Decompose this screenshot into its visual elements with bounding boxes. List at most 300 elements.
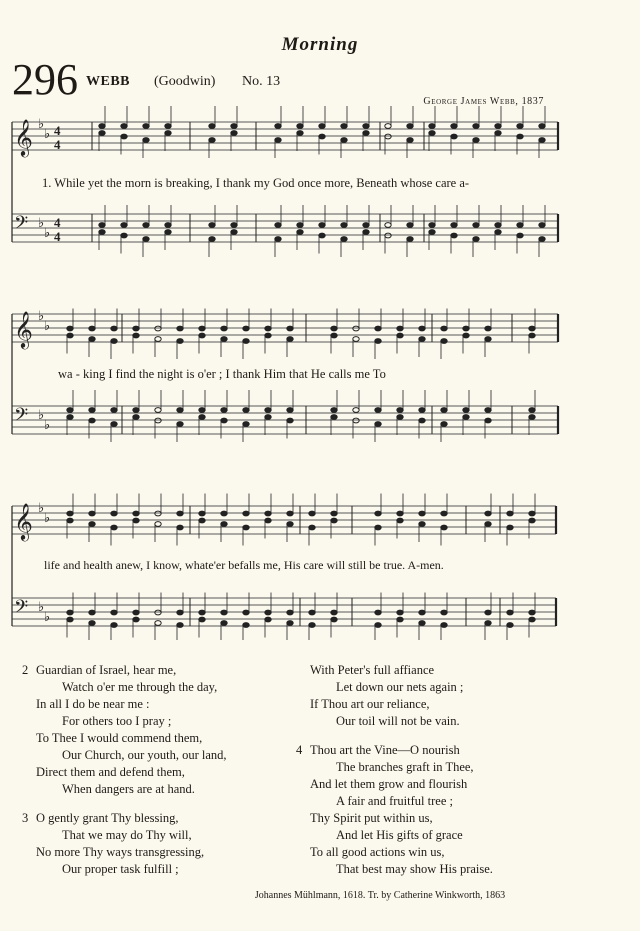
note-head: [231, 230, 237, 235]
note-head: [287, 418, 293, 423]
note-head: [297, 223, 303, 228]
note-head: [353, 408, 359, 413]
note-head: [331, 610, 337, 615]
note-head: [111, 511, 117, 516]
verse-line: [22, 844, 227, 861]
note-head: [209, 138, 215, 143]
note-head: [165, 230, 171, 235]
note-head: [539, 124, 545, 129]
verse-line-text: And let His gifts of grace: [336, 828, 463, 842]
verse-line-text: Guardian of Israel, hear me,: [36, 663, 177, 677]
note-head: [243, 511, 249, 516]
section-title: Morning: [281, 34, 359, 55]
note-head: [397, 415, 403, 420]
verse-line-text: The branches graft in Thee,: [336, 760, 474, 774]
tune-alt-name: (Goodwin): [154, 74, 216, 89]
verse-line: [22, 861, 227, 878]
note-head: [353, 326, 359, 331]
note-head: [517, 233, 523, 238]
note-head: [397, 333, 403, 338]
note-head: [495, 124, 501, 129]
verse-line: [22, 713, 227, 730]
note-head: [529, 511, 535, 516]
note-head: [209, 237, 215, 242]
note-head: [375, 339, 381, 344]
note-head: [463, 415, 469, 420]
note-head: [177, 339, 183, 344]
verse-line: [296, 759, 493, 776]
flat-icon: ♭: [38, 309, 45, 324]
note-head: [155, 408, 161, 413]
note-head: [199, 333, 205, 338]
note-head: [441, 408, 447, 413]
note-head: [155, 337, 161, 342]
note-head: [529, 415, 535, 420]
note-head: [507, 525, 513, 530]
note-head: [287, 522, 293, 527]
note-head: [67, 333, 73, 338]
note-head: [143, 124, 149, 129]
verse-line: [22, 810, 227, 827]
verse-line-text: A fair and fruitful tree ;: [336, 794, 453, 808]
note-head: [407, 237, 413, 242]
note-head: [265, 326, 271, 331]
note-head: [331, 415, 337, 420]
note-head: [265, 617, 271, 622]
note-head: [287, 337, 293, 342]
lyric-line-3: life and health anew, I know, whate'er befalls me, His care will still be true. A-men.: [44, 558, 444, 572]
verse-line-text: Our proper task fulfill ;: [62, 862, 179, 876]
note-head: [309, 525, 315, 530]
note-head: [177, 511, 183, 516]
note-head: [451, 134, 457, 139]
note-head: [297, 131, 303, 136]
note-head: [231, 131, 237, 136]
note-head: [89, 418, 95, 423]
note-head: [67, 617, 73, 622]
note-head: [89, 610, 95, 615]
note-head: [341, 124, 347, 129]
verse-line-text: For others too I pray ;: [62, 714, 172, 728]
note-head: [529, 610, 535, 615]
note-head: [265, 415, 271, 420]
note-head: [463, 408, 469, 413]
flat-icon: ♭: [38, 408, 45, 423]
note-head: [375, 511, 381, 516]
note-head: [385, 223, 391, 228]
note-head: [495, 223, 501, 228]
note-head: [375, 623, 381, 628]
verse-number: 2: [22, 663, 29, 677]
note-head: [397, 511, 403, 516]
note-head: [199, 511, 205, 516]
note-head: [441, 525, 447, 530]
note-head: [133, 326, 139, 331]
note-head: [539, 237, 545, 242]
note-head: [441, 610, 447, 615]
note-head: [243, 610, 249, 615]
note-head: [121, 223, 127, 228]
note-head: [441, 511, 447, 516]
note-head: [143, 138, 149, 143]
note-head: [539, 223, 545, 228]
note-head: [89, 326, 95, 331]
verse-line: [296, 844, 493, 861]
note-head: [419, 511, 425, 516]
note-head: [517, 223, 523, 228]
note-head: [143, 223, 149, 228]
verses-left-column: [22, 662, 227, 878]
verse-line: [22, 781, 227, 798]
hymn-number: 296: [12, 55, 78, 104]
time-signature: 4: [54, 123, 61, 138]
treble-clef-icon: 𝄞: [14, 502, 33, 540]
note-head: [529, 518, 535, 523]
note-head: [155, 326, 161, 331]
note-head: [121, 233, 127, 238]
note-head: [177, 422, 183, 427]
note-head: [507, 511, 513, 516]
note-head: [111, 408, 117, 413]
note-head: [473, 138, 479, 143]
treble-clef-icon: 𝄞: [14, 310, 33, 348]
note-head: [111, 422, 117, 427]
time-signature: 4: [54, 215, 61, 230]
flat-icon: ♭: [44, 319, 51, 334]
note-head: [111, 339, 117, 344]
note-head: [265, 511, 271, 516]
note-head: [507, 610, 513, 615]
note-head: [221, 337, 227, 342]
note-head: [331, 518, 337, 523]
note-head: [319, 124, 325, 129]
verse-line-text: O gently grant Thy blessing,: [36, 811, 179, 825]
note-head: [177, 610, 183, 615]
note-head: [221, 418, 227, 423]
note-head: [155, 621, 161, 626]
verse-line: [296, 742, 493, 759]
flat-icon: ♭: [38, 117, 45, 132]
verse-line-text: If Thou art our reliance,: [310, 697, 430, 711]
note-head: [287, 621, 293, 626]
note-head: [89, 621, 95, 626]
note-head: [363, 131, 369, 136]
verse-line: [296, 776, 493, 793]
stanza-gap: [296, 730, 493, 742]
note-head: [441, 422, 447, 427]
note-head: [363, 230, 369, 235]
verse-line-text: In all I do be near me :: [36, 697, 150, 711]
note-head: [155, 418, 161, 423]
note-head: [375, 326, 381, 331]
note-head: [353, 418, 359, 423]
note-head: [485, 610, 491, 615]
verse-line: [22, 827, 227, 844]
note-head: [529, 408, 535, 413]
note-head: [309, 623, 315, 628]
note-head: [331, 408, 337, 413]
note-head: [133, 617, 139, 622]
note-head: [67, 408, 73, 413]
verse-number: 4: [296, 743, 303, 757]
note-head: [275, 223, 281, 228]
note-head: [385, 233, 391, 238]
note-head: [287, 326, 293, 331]
time-signature: 4: [54, 137, 61, 152]
note-head: [363, 124, 369, 129]
note-head: [243, 339, 249, 344]
note-head: [177, 408, 183, 413]
verse-line-text: That we may do Thy will,: [62, 828, 192, 842]
note-head: [473, 237, 479, 242]
note-head: [231, 124, 237, 129]
flat-icon: ♭: [44, 511, 51, 526]
note-head: [99, 131, 105, 136]
verse-line: [22, 679, 227, 696]
note-head: [319, 233, 325, 238]
note-head: [451, 223, 457, 228]
note-head: [397, 326, 403, 331]
composer: George James Webb, 1837: [423, 96, 544, 107]
note-head: [429, 131, 435, 136]
note-head: [485, 621, 491, 626]
flat-icon: ♭: [38, 216, 45, 231]
note-head: [121, 134, 127, 139]
note-head: [407, 138, 413, 143]
note-head: [507, 623, 513, 628]
note-head: [67, 511, 73, 516]
note-head: [199, 617, 205, 622]
note-head: [111, 610, 117, 615]
note-head: [67, 518, 73, 523]
flat-icon: ♭: [44, 226, 51, 241]
verse-line-text: Let down our nets again ;: [336, 680, 464, 694]
note-head: [287, 610, 293, 615]
note-head: [89, 522, 95, 527]
note-head: [429, 124, 435, 129]
note-head: [243, 623, 249, 628]
note-head: [419, 621, 425, 626]
note-head: [419, 522, 425, 527]
note-head: [221, 408, 227, 413]
verse-line: [296, 810, 493, 827]
note-head: [397, 610, 403, 615]
tune-name: WEBB: [86, 74, 131, 89]
note-head: [265, 610, 271, 615]
verse-number: 3: [22, 811, 29, 825]
verse-line-text: That best may show His praise.: [336, 862, 493, 876]
note-head: [89, 408, 95, 413]
stanza-gap: [22, 798, 227, 810]
note-head: [463, 333, 469, 338]
note-head: [429, 223, 435, 228]
note-head: [99, 124, 105, 129]
note-head: [177, 623, 183, 628]
verse-line: [22, 696, 227, 713]
note-head: [485, 418, 491, 423]
verse-line-text: Thy Spirit put within us,: [310, 811, 433, 825]
note-head: [221, 511, 227, 516]
lyric-line-2: wa - king I find the night is o'er ; I thank Him that He calls me To: [58, 367, 386, 381]
flat-icon: ♭: [44, 610, 51, 625]
note-head: [385, 124, 391, 129]
note-head: [89, 337, 95, 342]
note-head: [375, 525, 381, 530]
note-head: [341, 223, 347, 228]
note-head: [309, 610, 315, 615]
flat-icon: ♭: [44, 418, 51, 433]
note-head: [463, 326, 469, 331]
note-head: [331, 511, 337, 516]
flat-icon: ♭: [38, 600, 45, 615]
note-head: [199, 408, 205, 413]
note-head: [133, 518, 139, 523]
note-head: [275, 138, 281, 143]
verse-line-text: Direct them and defend them,: [36, 765, 185, 779]
note-head: [517, 124, 523, 129]
note-head: [165, 131, 171, 136]
note-head: [429, 230, 435, 235]
note-head: [331, 326, 337, 331]
verse-line-text: Watch o'er me through the day,: [62, 680, 218, 694]
note-head: [529, 617, 535, 622]
note-head: [319, 223, 325, 228]
note-head: [441, 326, 447, 331]
verse-line-text: To all good actions win us,: [310, 845, 445, 859]
note-head: [199, 610, 205, 615]
verse-line-text: No more Thy ways transgressing,: [36, 845, 205, 859]
treble-clef-icon: 𝄞: [14, 118, 33, 156]
verse-line: [296, 793, 493, 810]
verse-line: [22, 662, 227, 679]
note-head: [375, 422, 381, 427]
bass-clef-icon: 𝄢: [14, 597, 29, 622]
note-head: [419, 337, 425, 342]
note-head: [67, 326, 73, 331]
note-head: [297, 124, 303, 129]
note-head: [243, 326, 249, 331]
verse-line-text: When dangers are at hand.: [62, 782, 195, 796]
note-head: [121, 124, 127, 129]
verse-line-text: Our toil will not be vain.: [336, 714, 460, 728]
note-head: [485, 511, 491, 516]
note-head: [265, 408, 271, 413]
note-head: [297, 230, 303, 235]
note-head: [133, 610, 139, 615]
verse-line-text: Thou art the Vine—O nourish: [310, 743, 460, 757]
note-head: [275, 237, 281, 242]
note-head: [221, 326, 227, 331]
note-head: [155, 610, 161, 615]
note-head: [353, 337, 359, 342]
tune-number: No. 13: [242, 74, 281, 89]
note-head: [143, 237, 149, 242]
note-head: [341, 237, 347, 242]
note-head: [265, 333, 271, 338]
note-head: [375, 610, 381, 615]
note-head: [441, 623, 447, 628]
note-head: [67, 610, 73, 615]
verse-line-text: With Peter's full affiance: [310, 663, 435, 677]
note-head: [473, 124, 479, 129]
bass-clef-icon: 𝄢: [14, 405, 29, 430]
note-head: [375, 408, 381, 413]
note-head: [265, 518, 271, 523]
note-head: [99, 223, 105, 228]
note-head: [407, 124, 413, 129]
note-head: [99, 230, 105, 235]
note-head: [397, 617, 403, 622]
note-head: [319, 134, 325, 139]
note-head: [341, 138, 347, 143]
note-head: [485, 408, 491, 413]
verse-line: [22, 764, 227, 781]
note-head: [451, 233, 457, 238]
lyric-line-1: 1. While yet the morn is breaking, I thank my God once more, Beneath whose care a-: [42, 176, 470, 190]
note-head: [155, 522, 161, 527]
note-head: [243, 525, 249, 530]
note-head: [133, 511, 139, 516]
note-head: [221, 621, 227, 626]
note-head: [199, 415, 205, 420]
verse-line: [296, 713, 493, 730]
verse-line: [296, 662, 493, 679]
note-head: [177, 326, 183, 331]
note-head: [275, 124, 281, 129]
note-head: [199, 326, 205, 331]
note-head: [165, 223, 171, 228]
note-head: [243, 408, 249, 413]
note-head: [407, 223, 413, 228]
note-head: [221, 522, 227, 527]
verse-line-text: To Thee I would commend them,: [36, 731, 203, 745]
verse-line-text: And let them grow and flourish: [310, 777, 468, 791]
note-head: [111, 326, 117, 331]
note-head: [309, 511, 315, 516]
note-head: [485, 337, 491, 342]
verse-line: [22, 747, 227, 764]
credit-text: Johannes Mühlmann, 1618. Tr. by Catherine Winkworth, 1863: [254, 890, 506, 901]
time-signature: 4: [54, 229, 61, 244]
note-head: [287, 511, 293, 516]
note-head: [67, 415, 73, 420]
note-head: [133, 408, 139, 413]
note-head: [473, 223, 479, 228]
note-head: [133, 333, 139, 338]
verse-line-text: Our Church, our youth, our land,: [62, 748, 227, 762]
note-head: [419, 418, 425, 423]
note-head: [287, 408, 293, 413]
verse-line: [22, 730, 227, 747]
note-head: [231, 223, 237, 228]
verse-line: [296, 696, 493, 713]
note-head: [397, 518, 403, 523]
note-head: [529, 333, 535, 338]
note-head: [243, 422, 249, 427]
note-head: [485, 522, 491, 527]
note-head: [165, 124, 171, 129]
verse-line: [296, 861, 493, 878]
note-head: [419, 408, 425, 413]
note-head: [133, 415, 139, 420]
note-head: [419, 326, 425, 331]
note-head: [177, 525, 183, 530]
note-head: [385, 134, 391, 139]
note-head: [539, 138, 545, 143]
note-head: [441, 339, 447, 344]
note-head: [419, 610, 425, 615]
note-head: [111, 623, 117, 628]
